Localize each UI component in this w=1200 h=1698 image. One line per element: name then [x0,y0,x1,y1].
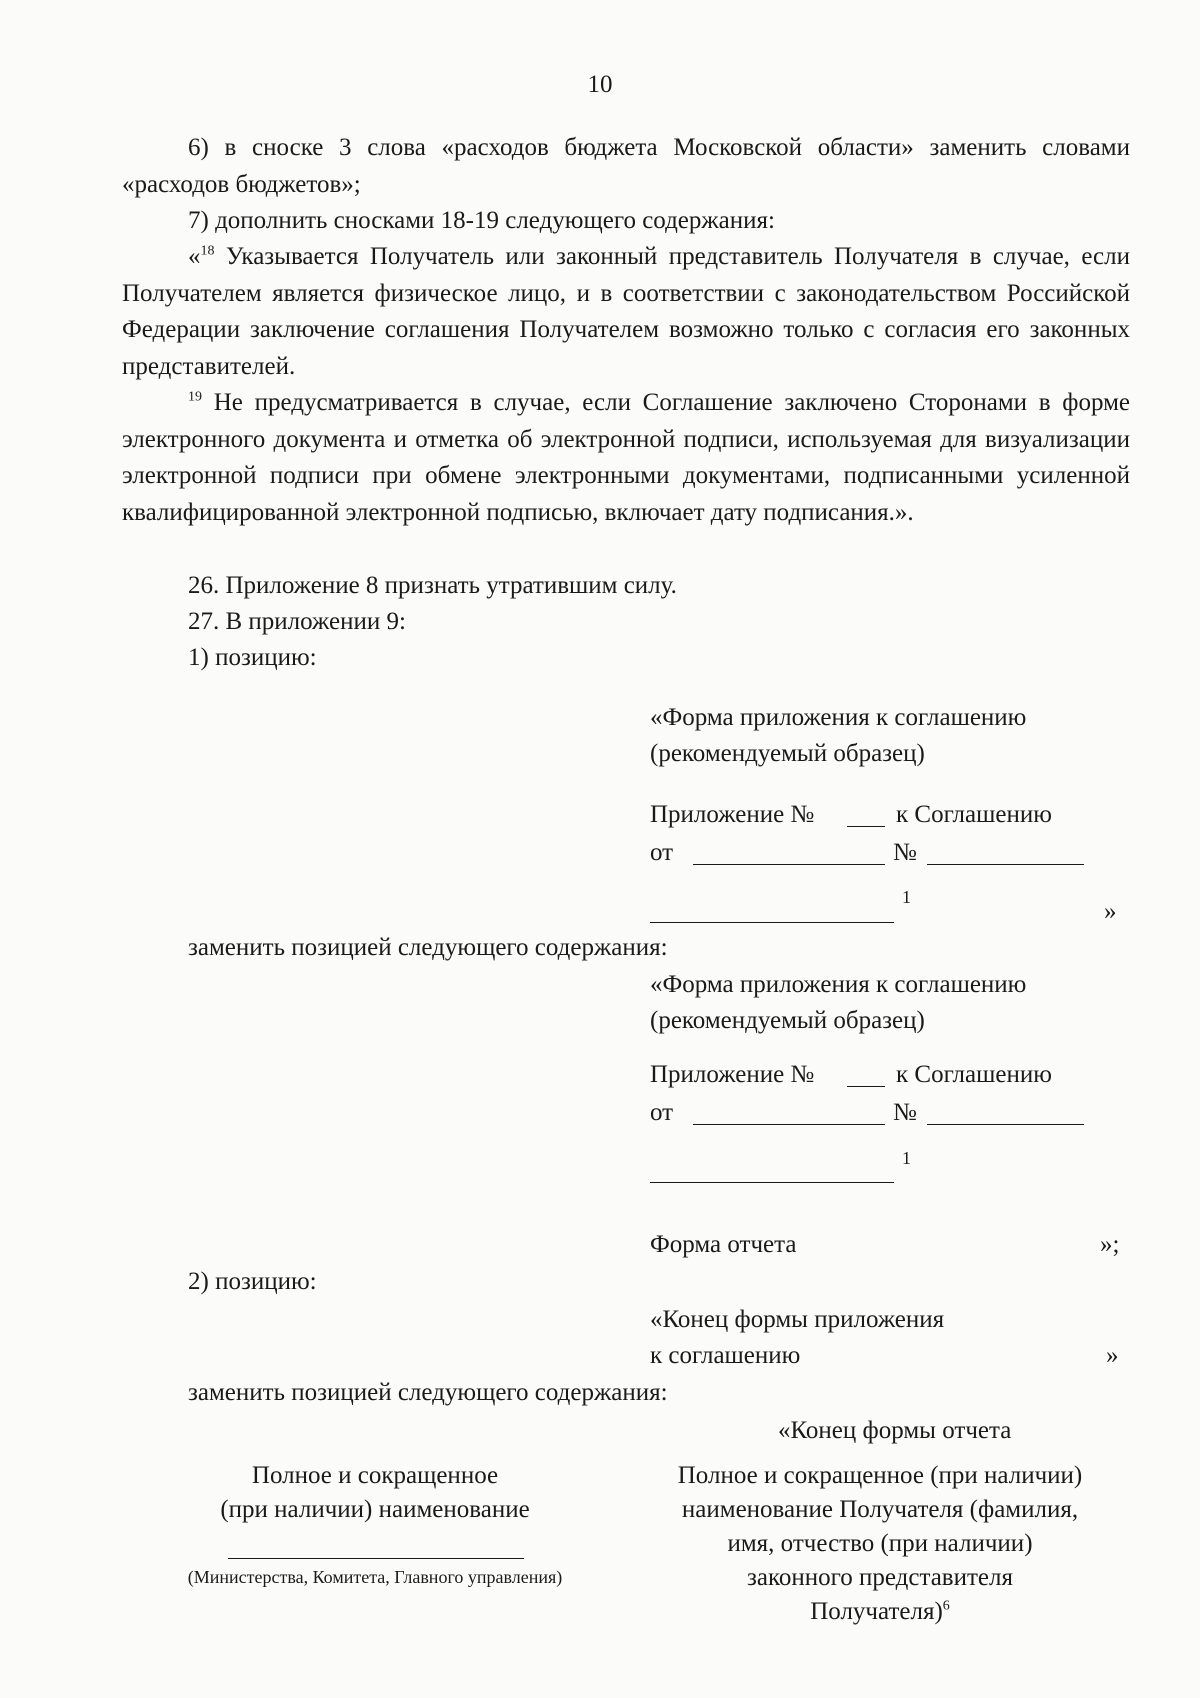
footnote-19: $^{19}$ Не предусматривается в случае, если Соглашение заключено Сторонами в форме электронного документа и отметка об электронной подписи, используемая для визуализации электронной подписи при обмене электронными документами, подписанными усиленной квалифицированной электронной подписью, включает дату подписания.». [122,389,1131,526]
block1-annex-label: Приложение № [650,801,815,828]
right-name-line3: имя, отчество (при наличии) [727,1530,1033,1557]
block1-footnote-mark: 1 [902,887,911,907]
block2-num-label: № [893,1099,917,1126]
left-name-line1: Полное и сокращенное [251,1462,499,1489]
block2-line2: (рекомендуемый образец) [650,1007,925,1034]
block2-signature-line [650,1182,894,1183]
block2-footnote-mark: 1 [902,1148,911,1168]
right-name-line4: законного представителя [747,1564,1013,1591]
block1-number-line [927,864,1084,865]
block2-annex-number-line [847,1086,885,1087]
paragraph-6: 6) в сноске 3 слова «расходов бюджета Московской области» заменить словами «расходов бюджетов»; [122,134,1130,198]
left-name-line [228,1558,524,1559]
left-caption: (Министерства, Комитета, Главного управления) [187,1567,563,1587]
item-2: 2) позицию: [188,1268,317,1295]
block3-close-quote: » [1106,1342,1119,1369]
page-number: 10 [587,71,613,98]
block1-signature-line [650,922,894,923]
item-1: 1) позицию: [188,644,317,671]
paragraph-26: 26. Приложение 8 признать утратившим силу. [188,572,677,599]
right-name-line2: наименование Получателя (фамилия, [681,1496,1079,1523]
right-name-line5: Получателя)$^6$ [810,1598,950,1625]
block1-close-quote: » [1104,898,1117,925]
block2-report-form: Форма отчета [650,1231,797,1258]
block2-annex-suffix: к Соглашению [896,1061,1052,1088]
block4-title: «Конец формы отчета [778,1417,1012,1444]
paragraph-27: 27. В приложении 9: [188,608,406,635]
replace-2: заменить позицией следующего содержания: [188,1379,668,1406]
block2-date-line [693,1124,885,1125]
block2-annex-label: Приложение № [650,1061,815,1088]
block1-annex-suffix: к Соглашению [896,801,1052,828]
block3-line1: «Конец формы приложения [650,1306,945,1333]
block1-num-label: № [893,839,917,866]
block1-from-label: от [650,839,674,866]
right-footnote-mark: 6 [942,1598,950,1614]
block2-number-line [927,1124,1084,1125]
paragraph-7: 7) дополнить сносками 18-19 следующего содержания: [188,207,775,234]
footnote-18: «$^{18}$ Указывается Получатель или законный представитель Получателя в случае, если Получателем является физическое лицо, и в соответствии с законодательством Российской Федерации заключение соглашения Получателем возможно только с согласия его законных представителей. [122,243,1131,380]
block2-close-quote: »; [1100,1231,1120,1258]
footnote-mark-18: 18 [200,243,215,259]
block2-from-label: от [650,1099,674,1126]
block1-line1: «Форма приложения к соглашению [650,704,1027,731]
footnote-mark-19: 19 [188,389,202,405]
right-name-line1: Полное и сокращенное (при наличии) [677,1462,1083,1489]
left-name-line2: (при наличии) наименование [220,1496,530,1523]
block3-line2: к соглашению [650,1342,801,1369]
replace-1: заменить позицией следующего содержания: [188,934,668,961]
block2-line1: «Форма приложения к соглашению [650,971,1027,998]
block1-line2: (рекомендуемый образец) [650,740,925,767]
block1-date-line [693,864,885,865]
block1-annex-number-line [847,826,885,827]
